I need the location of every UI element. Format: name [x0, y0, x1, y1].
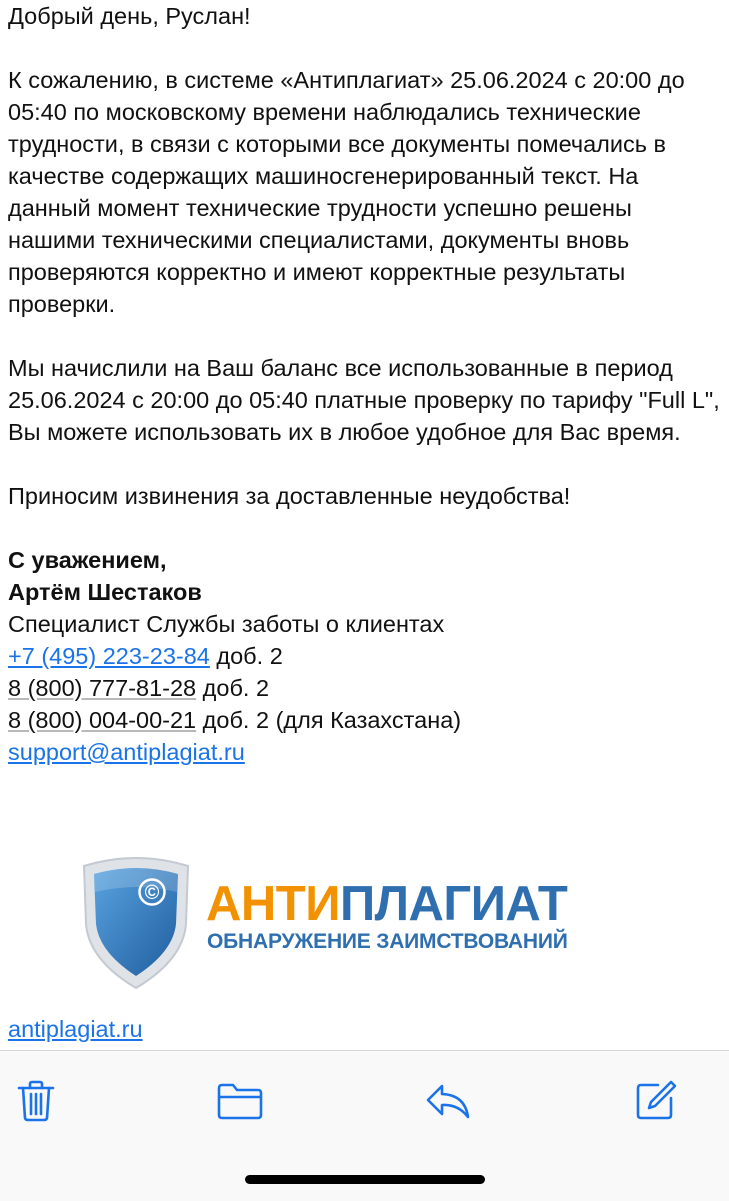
- paragraph-outage: К сожалению, в системе «Антиплагиат» 25.06.2024 с 20:00 до 05:40 по московскому времени наблюдались технические трудности, в связи с которыми все документы помечались в качестве содержащих машиносгенерированный текст. На данный момент технические трудности успешно решены нашими техническими специалистами, документы вновь проверяются корректно и имеют корректные результаты проверки.: [8, 67, 685, 317]
- signature: [8, 544, 720, 768]
- brand-part1: АНТИ: [206, 877, 340, 931]
- folder-icon: [216, 1081, 264, 1121]
- signature-name: Артём Шестаков: [8, 579, 202, 605]
- signature-phone2-line: [8, 672, 720, 704]
- greeting: Добрый день, Руслан!: [8, 3, 251, 29]
- move-to-folder-button[interactable]: [216, 1077, 264, 1125]
- trash-icon: [16, 1079, 56, 1123]
- signature-phone1-line: [8, 640, 720, 672]
- compose-button[interactable]: [632, 1077, 680, 1125]
- phone1-ext: доб. 2: [209, 643, 283, 669]
- mail-toolbar: [0, 1050, 729, 1201]
- brand-wordmark: [206, 878, 567, 930]
- signature-phone3-line: [8, 704, 720, 736]
- phone3-number[interactable]: 8 (800) 004-00-21: [8, 707, 197, 733]
- signature-regards: С уважением,: [8, 547, 167, 573]
- phone2-number[interactable]: 8 (800) 777-81-28: [8, 675, 197, 701]
- apology-text: Приносим извинения за доставленные неудобства!: [8, 483, 571, 509]
- compose-icon: [634, 1079, 678, 1123]
- email-body: [8, 0, 720, 768]
- phone3-ext: доб. 2 (для Казахстана): [196, 707, 462, 733]
- phone1-link[interactable]: +7 (495) 223-23-84: [8, 643, 210, 669]
- copyright-symbol: ©: [144, 882, 160, 904]
- phone2-ext: доб. 2: [196, 675, 270, 701]
- site-link-line: [8, 1013, 143, 1045]
- site-link[interactable]: antiplagiat.ru: [8, 1016, 143, 1042]
- support-email-link[interactable]: support@antiplagiat.ru: [8, 739, 245, 765]
- signature-email-line: [8, 736, 720, 768]
- signature-position: Специалист Службы заботы о клиентах: [8, 611, 445, 637]
- home-indicator: [245, 1175, 485, 1184]
- shield-icon: [80, 852, 192, 992]
- reply-icon: [424, 1081, 472, 1121]
- antiplagiat-logo: [80, 852, 600, 992]
- paragraph-refund: Мы начислили на Ваш баланс все использованные в период 25.06.2024 с 20:00 до 05:40 платные проверку по тарифу "Full L", Вы можете использовать их в любое удобное для Вас время.: [8, 355, 720, 445]
- brand-tagline: ОБНАРУЖЕНИЕ ЗАИМСТВОВАНИЙ: [207, 930, 568, 953]
- brand-part2: ПЛАГИАТ: [339, 877, 568, 931]
- delete-button[interactable]: [12, 1077, 60, 1125]
- reply-button[interactable]: [424, 1077, 472, 1125]
